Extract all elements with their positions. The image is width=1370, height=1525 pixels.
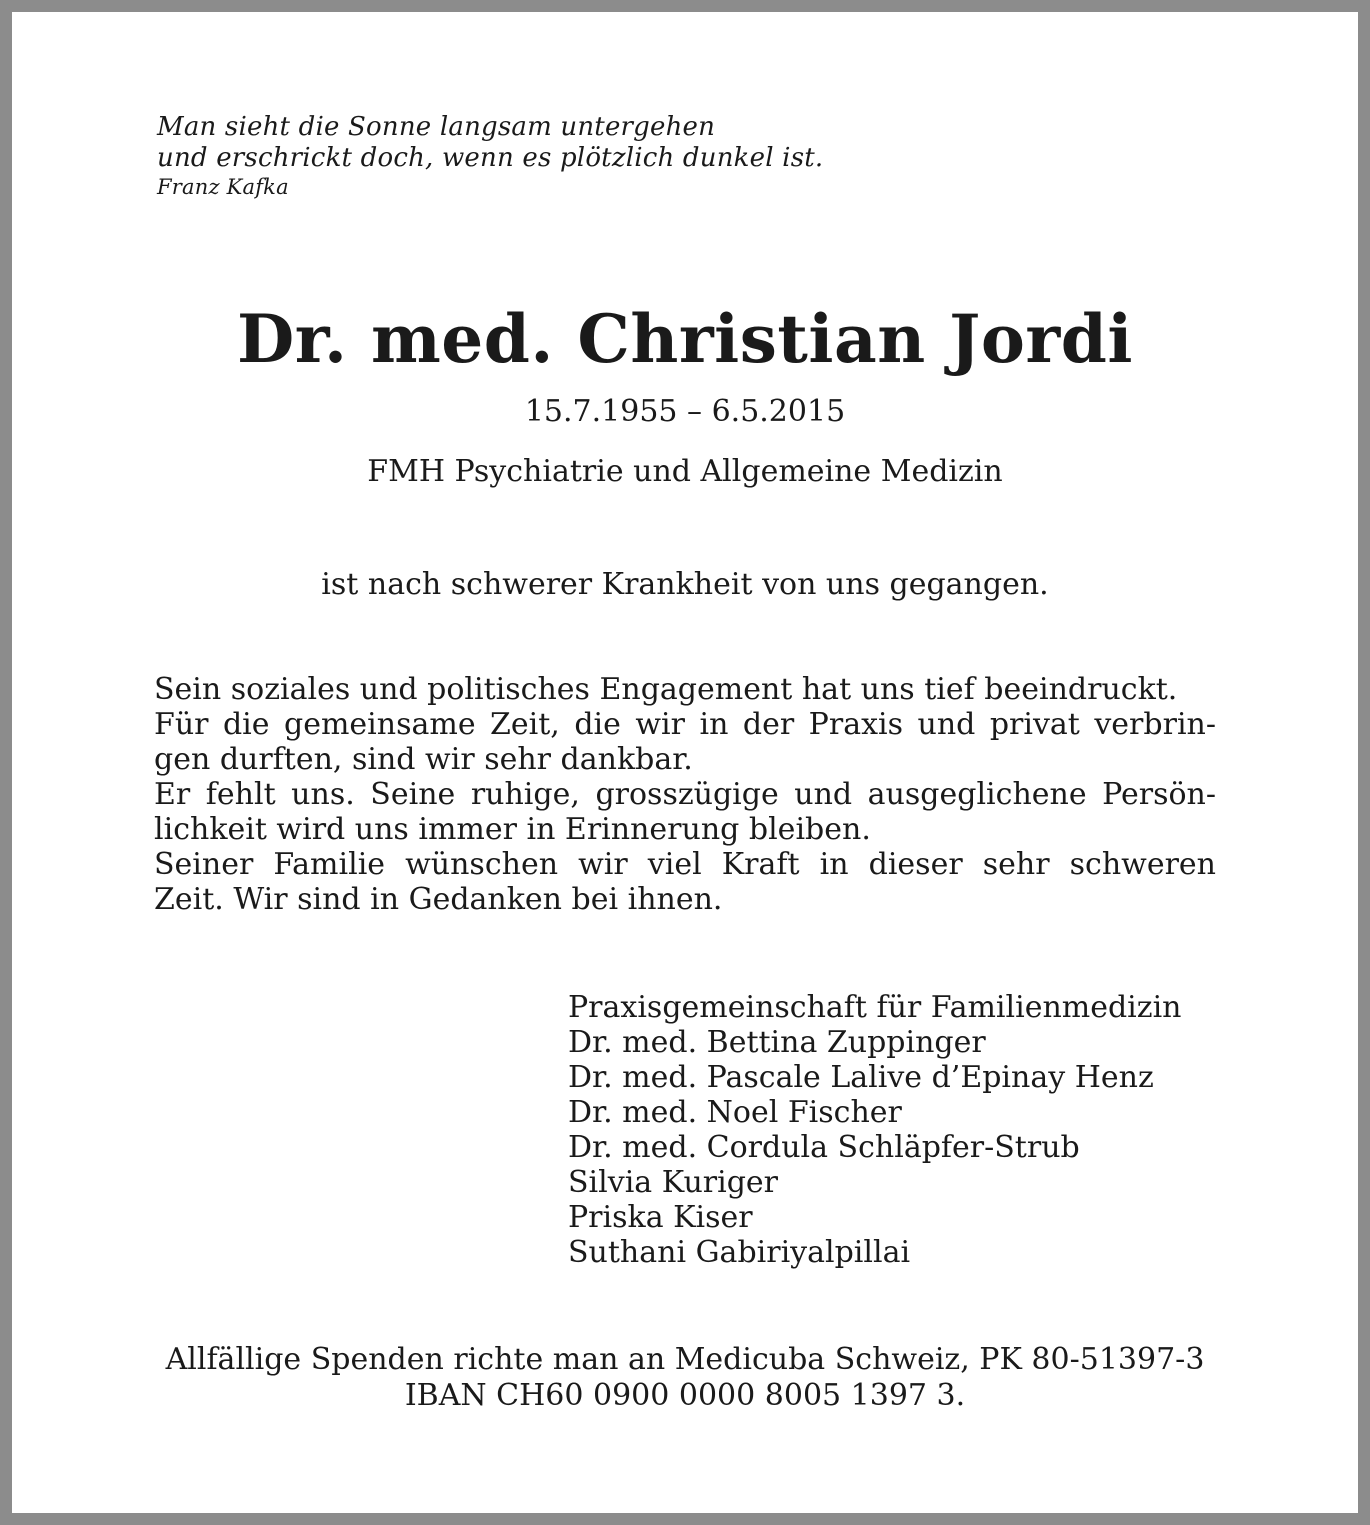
passing-statement: ist nach schwerer Krankheit von uns gegangen.	[321, 567, 1049, 602]
quote-line: und erschrickt doch, wenn es plötzlich dunkel ist.	[157, 143, 824, 173]
signatory: Dr. med. Noel Fischer	[568, 1095, 902, 1130]
medical-specialty: FMH Psychiatrie und Allgemeine Medizin	[367, 454, 1003, 489]
quote-line: Man sieht die Sonne langsam untergehen	[157, 112, 716, 142]
tribute-line: gen durften, sind wir sehr dankbar.	[154, 742, 693, 777]
signatory: Dr. med. Pascale Lalive d’Epinay Henz	[568, 1060, 1154, 1095]
tribute-line: Er fehlt uns. Seine ruhige, grosszügige und ausgeglichene Persön-	[154, 777, 1216, 812]
signatory: Silvia Kuriger	[568, 1165, 779, 1200]
signatory-practice: Praxisgemeinschaft für Familienmedizin	[568, 990, 1182, 1025]
epigraph-quote	[157, 112, 823, 200]
quote-author: Franz Kafka	[157, 175, 289, 199]
tribute-line: Für die gemeinsame Zeit, die wir in der Praxis und privat verbrin-	[154, 707, 1216, 742]
donation-line: Allfällige Spenden richte man an Medicuba Schweiz, PK 80-51397-3	[165, 1342, 1205, 1377]
tribute-text	[154, 672, 1216, 917]
tribute-line: Zeit. Wir sind in Gedanken bei ihnen.	[154, 882, 723, 917]
tribute-line: lichkeit wird uns immer in Erinnerung bleiben.	[154, 812, 871, 847]
signatory: Suthani Gabiriyalpillai	[568, 1235, 911, 1270]
deceased-name: Dr. med. Christian Jordi	[237, 300, 1133, 378]
signatory: Dr. med. Bettina Zuppinger	[568, 1025, 986, 1060]
life-dates: 15.7.1955 – 6.5.2015	[524, 394, 846, 429]
tribute-line: Seiner Familie wünschen wir viel Kraft in dieser sehr schweren	[154, 847, 1216, 882]
signatory-list	[568, 990, 1182, 1270]
donation-info	[154, 1342, 1216, 1414]
iban-line: IBAN CH60 0900 0000 8005 1397 3.	[404, 1378, 966, 1413]
tribute-line: Sein soziales und politisches Engagement hat uns tief beeindruckt.	[154, 672, 1178, 707]
signatory: Dr. med. Cordula Schläpfer-Strub	[568, 1130, 1080, 1165]
obituary-notice	[12, 12, 1358, 1513]
signatory: Priska Kiser	[568, 1200, 753, 1235]
